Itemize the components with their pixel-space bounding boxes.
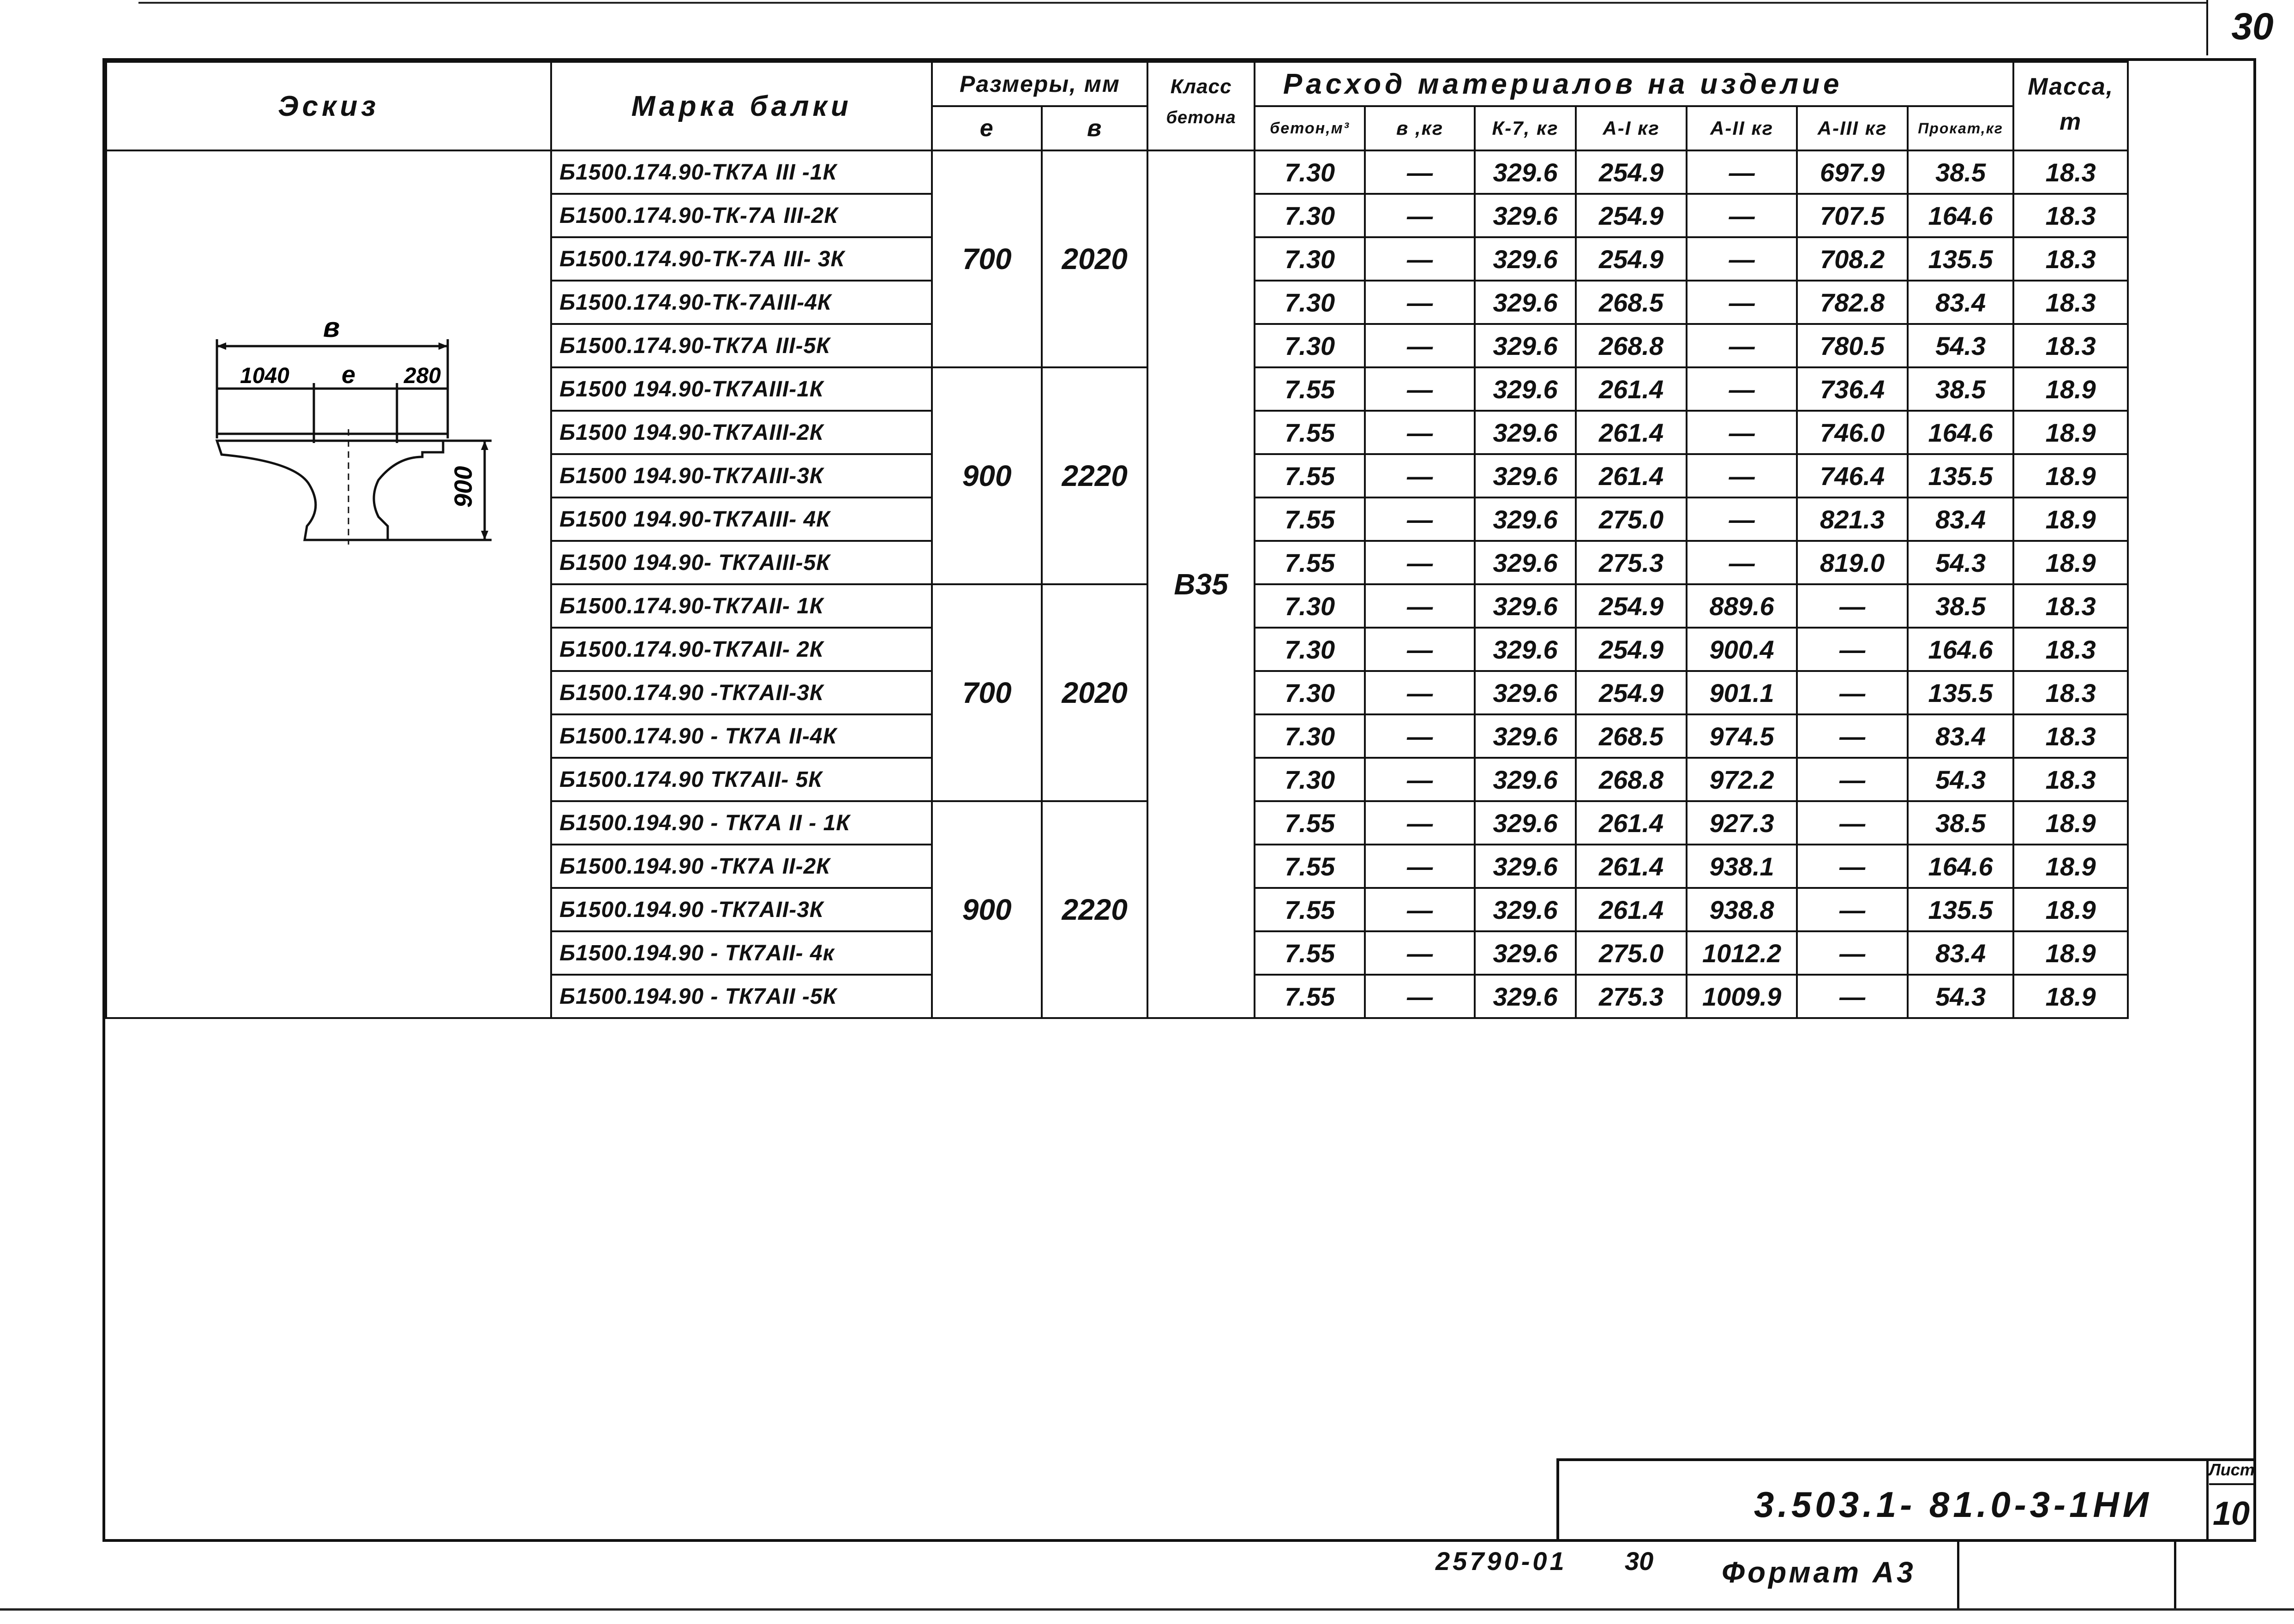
a2-rebar-cell: —: [1687, 237, 1797, 281]
concrete-volume-cell: 7.55: [1255, 931, 1365, 975]
steel-v-cell: —: [1365, 367, 1475, 411]
a3-rebar-cell: 819.0: [1797, 541, 1908, 584]
top-border-line: [138, 2, 2206, 4]
header-mat-a1: А-I кг: [1576, 106, 1687, 150]
document-code: 3.503.1- 81.0-3-1НИ: [1754, 1484, 2152, 1525]
steel-v-cell: —: [1365, 411, 1475, 454]
beam-mark: Б1500.174.90-ТК7А III -1К: [551, 150, 932, 194]
sketch-label-b: в: [323, 314, 340, 343]
rolled-steel-cell: 38.5: [1908, 367, 2013, 411]
rolled-steel-cell: 38.5: [1908, 150, 2013, 194]
header-mass: [2013, 62, 2128, 150]
arrow-b-left: [217, 342, 226, 350]
concrete-volume-cell: 7.30: [1255, 237, 1365, 281]
a2-rebar-cell: —: [1687, 454, 1797, 497]
arrow-h-top: [481, 441, 488, 450]
header-mat-v: в ,кг: [1365, 106, 1475, 150]
steel-v-cell: —: [1365, 194, 1475, 237]
header-sketch: Эскиз: [106, 62, 551, 150]
rolled-steel-cell: 135.5: [1908, 671, 2013, 714]
beam-mark: Б1500.194.90 - ТК7АII- 4к: [551, 931, 932, 975]
steel-v-cell: —: [1365, 975, 1475, 1018]
concrete-volume-cell: 7.30: [1255, 194, 1365, 237]
k7-strand-cell: 329.6: [1475, 628, 1576, 671]
mass-cell: 18.3: [2013, 150, 2128, 194]
rolled-steel-cell: 83.4: [1908, 714, 2013, 758]
beam-mark: Б1500.174.90 -ТК7АII-3К: [551, 671, 932, 714]
header-mat-prokat: Прокат,кг: [1908, 106, 2013, 150]
bottom-border-line: [0, 1608, 2294, 1611]
rolled-steel-cell: 164.6: [1908, 845, 2013, 888]
a3-rebar-cell: —: [1797, 931, 1908, 975]
dim-b-value: 2220: [1042, 367, 1147, 584]
mass-cell: 18.9: [2013, 541, 2128, 584]
k7-strand-cell: 329.6: [1475, 845, 1576, 888]
a1-rebar-cell: 261.4: [1576, 454, 1687, 497]
rolled-steel-cell: 54.3: [1908, 758, 2013, 801]
rolled-steel-cell: 135.5: [1908, 454, 2013, 497]
k7-strand-cell: 329.6: [1475, 801, 1576, 845]
rolled-steel-cell: 38.5: [1908, 584, 2013, 628]
header-concrete-class-line2: бетона: [1166, 108, 1236, 127]
a1-rebar-cell: 275.3: [1576, 975, 1687, 1018]
a1-rebar-cell: 275.0: [1576, 931, 1687, 975]
header-mark: Марка балки: [551, 62, 932, 150]
header-dim-l: е: [932, 106, 1042, 150]
concrete-volume-cell: 7.30: [1255, 714, 1365, 758]
a3-rebar-cell: 746.0: [1797, 411, 1908, 454]
mass-cell: 18.9: [2013, 367, 2128, 411]
a3-rebar-cell: —: [1797, 628, 1908, 671]
a1-rebar-cell: 261.4: [1576, 845, 1687, 888]
a1-rebar-cell: 261.4: [1576, 888, 1687, 931]
a3-rebar-cell: —: [1797, 975, 1908, 1018]
mass-cell: 18.9: [2013, 454, 2128, 497]
steel-v-cell: —: [1365, 324, 1475, 367]
dim-b-value: 2020: [1042, 584, 1147, 801]
a3-rebar-cell: 780.5: [1797, 324, 1908, 367]
a2-rebar-cell: 1012.2: [1687, 931, 1797, 975]
mass-cell: 18.3: [2013, 671, 2128, 714]
a2-rebar-cell: —: [1687, 194, 1797, 237]
a1-rebar-cell: 268.8: [1576, 758, 1687, 801]
steel-v-cell: —: [1365, 801, 1475, 845]
header-mass-line1: Масса,: [2028, 73, 2114, 100]
a1-rebar-cell: 254.9: [1576, 237, 1687, 281]
page-number: 30: [2231, 6, 2274, 48]
steel-v-cell: —: [1365, 714, 1475, 758]
sketch-label-900: 900: [450, 466, 477, 508]
footer-divider-2: [2174, 1541, 2176, 1611]
k7-strand-cell: 329.6: [1475, 150, 1576, 194]
mass-cell: 18.3: [2013, 584, 2128, 628]
a2-rebar-cell: 901.1: [1687, 671, 1797, 714]
concrete-volume-cell: 7.55: [1255, 845, 1365, 888]
sketch-cell: [106, 150, 551, 1018]
mass-cell: 18.3: [2013, 281, 2128, 324]
a2-rebar-cell: —: [1687, 497, 1797, 541]
mass-cell: 18.9: [2013, 801, 2128, 845]
rolled-steel-cell: 83.4: [1908, 281, 2013, 324]
dim-l-value: 700: [932, 584, 1042, 801]
beam-mark: Б1500 194.90-ТК7АIII-2К: [551, 411, 932, 454]
k7-strand-cell: 329.6: [1475, 411, 1576, 454]
k7-strand-cell: 329.6: [1475, 324, 1576, 367]
header-mat-k7: К-7, кг: [1475, 106, 1576, 150]
dim-l-value: 900: [932, 367, 1042, 584]
a1-rebar-cell: 254.9: [1576, 584, 1687, 628]
beam-mark: Б1500 194.90-ТК7АIII-3К: [551, 454, 932, 497]
a3-rebar-cell: 707.5: [1797, 194, 1908, 237]
concrete-volume-cell: 7.55: [1255, 367, 1365, 411]
k7-strand-cell: 329.6: [1475, 497, 1576, 541]
steel-v-cell: —: [1365, 454, 1475, 497]
mass-cell: 18.3: [2013, 324, 2128, 367]
steel-v-cell: —: [1365, 281, 1475, 324]
steel-v-cell: —: [1365, 758, 1475, 801]
sheet-label: Лист: [2209, 1460, 2253, 1485]
a3-rebar-cell: 697.9: [1797, 150, 1908, 194]
arrow-h-bottom: [481, 531, 488, 540]
beam-mark: Б1500.174.90-ТК7АII- 2К: [551, 628, 932, 671]
steel-v-cell: —: [1365, 671, 1475, 714]
k7-strand-cell: 329.6: [1475, 584, 1576, 628]
concrete-volume-cell: 7.55: [1255, 975, 1365, 1018]
format-label: Формат А3: [1722, 1556, 1916, 1589]
beam-mark: Б1500.194.90 -ТК7А II-2К: [551, 845, 932, 888]
header-dimensions: Размеры, мм: [932, 62, 1147, 106]
a1-rebar-cell: 254.9: [1576, 194, 1687, 237]
beam-mark: Б1500.194.90 -ТК7АII-3К: [551, 888, 932, 931]
rolled-steel-cell: 54.3: [1908, 541, 2013, 584]
mass-cell: 18.3: [2013, 758, 2128, 801]
footer-divider-1: [1957, 1541, 1959, 1611]
footer-page: 30: [1625, 1546, 1654, 1576]
a1-rebar-cell: 261.4: [1576, 367, 1687, 411]
beam-mark: Б1500 194.90- ТК7АIII-5К: [551, 541, 932, 584]
rolled-steel-cell: 83.4: [1908, 497, 2013, 541]
a3-rebar-cell: —: [1797, 671, 1908, 714]
rolled-steel-cell: 135.5: [1908, 237, 2013, 281]
concrete-volume-cell: 7.55: [1255, 801, 1365, 845]
rolled-steel-cell: 83.4: [1908, 931, 2013, 975]
mass-cell: 18.9: [2013, 975, 2128, 1018]
concrete-volume-cell: 7.30: [1255, 628, 1365, 671]
a2-rebar-cell: —: [1687, 541, 1797, 584]
mass-cell: 18.9: [2013, 931, 2128, 975]
beam-mark: Б1500.174.90 - ТК7А II-4К: [551, 714, 932, 758]
inventory-number: 25790-01: [1435, 1546, 1567, 1576]
k7-strand-cell: 329.6: [1475, 541, 1576, 584]
mass-cell: 18.9: [2013, 888, 2128, 931]
arrow-b-right: [438, 342, 448, 350]
header-mat-a3: А-III кг: [1797, 106, 1908, 150]
a3-rebar-cell: —: [1797, 801, 1908, 845]
a3-rebar-cell: —: [1797, 888, 1908, 931]
mass-cell: 18.3: [2013, 628, 2128, 671]
a2-rebar-cell: —: [1687, 367, 1797, 411]
concrete-volume-cell: 7.30: [1255, 671, 1365, 714]
a3-rebar-cell: —: [1797, 584, 1908, 628]
steel-v-cell: —: [1365, 931, 1475, 975]
header-concrete-class-line1: Класс: [1170, 75, 1232, 98]
beam-cross-section-sketch: [203, 314, 498, 572]
sketch-label-1040: 1040: [240, 364, 289, 388]
a1-rebar-cell: 261.4: [1576, 801, 1687, 845]
mass-cell: 18.9: [2013, 497, 2128, 541]
concrete-volume-cell: 7.55: [1255, 411, 1365, 454]
header-mass-line2: т: [2060, 108, 2082, 135]
beam-mark: Б1500.174.90 ТК7АII- 5К: [551, 758, 932, 801]
a3-rebar-cell: —: [1797, 845, 1908, 888]
concrete-volume-cell: 7.55: [1255, 888, 1365, 931]
a2-rebar-cell: —: [1687, 411, 1797, 454]
beam-mark: Б1500.174.90-ТК7А III-5К: [551, 324, 932, 367]
steel-v-cell: —: [1365, 150, 1475, 194]
rolled-steel-cell: 135.5: [1908, 888, 2013, 931]
header-dim-b: в: [1042, 106, 1147, 150]
beam-mark: Б1500.174.90-ТК-7А III-2К: [551, 194, 932, 237]
table-body: [106, 150, 2128, 1018]
mass-cell: 18.3: [2013, 237, 2128, 281]
k7-strand-cell: 329.6: [1475, 671, 1576, 714]
header-materials: Расход материалов на изделие: [1255, 62, 2013, 106]
concrete-volume-cell: 7.55: [1255, 454, 1365, 497]
steel-v-cell: —: [1365, 541, 1475, 584]
k7-strand-cell: 329.6: [1475, 758, 1576, 801]
a2-rebar-cell: 974.5: [1687, 714, 1797, 758]
dim-l-value: 700: [932, 150, 1042, 367]
a3-rebar-cell: —: [1797, 714, 1908, 758]
rolled-steel-cell: 38.5: [1908, 801, 2013, 845]
a2-rebar-cell: 938.8: [1687, 888, 1797, 931]
rolled-steel-cell: 164.6: [1908, 194, 2013, 237]
concrete-volume-cell: 7.30: [1255, 150, 1365, 194]
mass-cell: 18.9: [2013, 845, 2128, 888]
a2-rebar-cell: 889.6: [1687, 584, 1797, 628]
a2-rebar-cell: 927.3: [1687, 801, 1797, 845]
a3-rebar-cell: 708.2: [1797, 237, 1908, 281]
steel-v-cell: —: [1365, 584, 1475, 628]
steel-v-cell: —: [1365, 237, 1475, 281]
k7-strand-cell: 329.6: [1475, 975, 1576, 1018]
sheet-number: 10: [2212, 1495, 2250, 1532]
k7-strand-cell: 329.6: [1475, 237, 1576, 281]
a2-rebar-cell: 900.4: [1687, 628, 1797, 671]
dim-b-value: 2020: [1042, 150, 1147, 367]
beam-mark: Б1500.174.90-ТК-7АIII-4К: [551, 281, 932, 324]
concrete-class-value: В35: [1147, 150, 1254, 1018]
k7-strand-cell: 329.6: [1475, 454, 1576, 497]
a2-rebar-cell: 938.1: [1687, 845, 1797, 888]
concrete-volume-cell: 7.55: [1255, 541, 1365, 584]
a3-rebar-cell: 746.4: [1797, 454, 1908, 497]
a1-rebar-cell: 254.9: [1576, 628, 1687, 671]
concrete-volume-cell: 7.30: [1255, 281, 1365, 324]
a2-rebar-cell: —: [1687, 281, 1797, 324]
table-row: [106, 150, 2128, 194]
a1-rebar-cell: 268.8: [1576, 324, 1687, 367]
a1-rebar-cell: 261.4: [1576, 411, 1687, 454]
k7-strand-cell: 329.6: [1475, 931, 1576, 975]
header-concrete-class: [1147, 62, 1254, 150]
dim-l-value: 900: [932, 801, 1042, 1018]
a1-rebar-cell: 268.5: [1576, 714, 1687, 758]
k7-strand-cell: 329.6: [1475, 194, 1576, 237]
beam-mark: Б1500.174.90-ТК7АII- 1К: [551, 584, 932, 628]
concrete-volume-cell: 7.30: [1255, 324, 1365, 367]
a2-rebar-cell: 972.2: [1687, 758, 1797, 801]
rolled-steel-cell: 54.3: [1908, 975, 2013, 1018]
steel-v-cell: —: [1365, 845, 1475, 888]
header-mat-a2: А-II кг: [1687, 106, 1797, 150]
steel-v-cell: —: [1365, 497, 1475, 541]
k7-strand-cell: 329.6: [1475, 281, 1576, 324]
a1-rebar-cell: 275.0: [1576, 497, 1687, 541]
beam-mark: Б1500 194.90-ТК7АIII- 4К: [551, 497, 932, 541]
mass-cell: 18.3: [2013, 714, 2128, 758]
a3-rebar-cell: —: [1797, 758, 1908, 801]
beam-profile: [217, 441, 443, 540]
sketch-label-280: 280: [404, 364, 441, 388]
a3-rebar-cell: 736.4: [1797, 367, 1908, 411]
rolled-steel-cell: 164.6: [1908, 411, 2013, 454]
a3-rebar-cell: 821.3: [1797, 497, 1908, 541]
a2-rebar-cell: —: [1687, 324, 1797, 367]
a1-rebar-cell: 268.5: [1576, 281, 1687, 324]
rolled-steel-cell: 54.3: [1908, 324, 2013, 367]
page-number-divider: [2206, 0, 2208, 55]
k7-strand-cell: 329.6: [1475, 367, 1576, 411]
a2-rebar-cell: 1009.9: [1687, 975, 1797, 1018]
a3-rebar-cell: 782.8: [1797, 281, 1908, 324]
concrete-volume-cell: 7.30: [1255, 584, 1365, 628]
steel-v-cell: —: [1365, 888, 1475, 931]
mass-cell: 18.9: [2013, 411, 2128, 454]
header-row-1: [106, 62, 2128, 106]
k7-strand-cell: 329.6: [1475, 888, 1576, 931]
dim-b-value: 2220: [1042, 801, 1147, 1018]
mass-cell: 18.3: [2013, 194, 2128, 237]
beam-mark: Б1500.194.90 - ТК7А II - 1К: [551, 801, 932, 845]
beam-mark: Б1500 194.90-ТК7АIII-1К: [551, 367, 932, 411]
beam-mark: Б1500.194.90 - ТК7АII -5К: [551, 975, 932, 1018]
a1-rebar-cell: 254.9: [1576, 671, 1687, 714]
a1-rebar-cell: 254.9: [1576, 150, 1687, 194]
header-mat-concrete: бетон,м³: [1255, 106, 1365, 150]
k7-strand-cell: 329.6: [1475, 714, 1576, 758]
concrete-volume-cell: 7.55: [1255, 497, 1365, 541]
a1-rebar-cell: 275.3: [1576, 541, 1687, 584]
rolled-steel-cell: 164.6: [1908, 628, 2013, 671]
concrete-volume-cell: 7.30: [1255, 758, 1365, 801]
steel-v-cell: —: [1365, 628, 1475, 671]
beam-mark: Б1500.174.90-ТК-7А III- 3К: [551, 237, 932, 281]
sketch-label-l: е: [342, 361, 356, 389]
a2-rebar-cell: —: [1687, 150, 1797, 194]
